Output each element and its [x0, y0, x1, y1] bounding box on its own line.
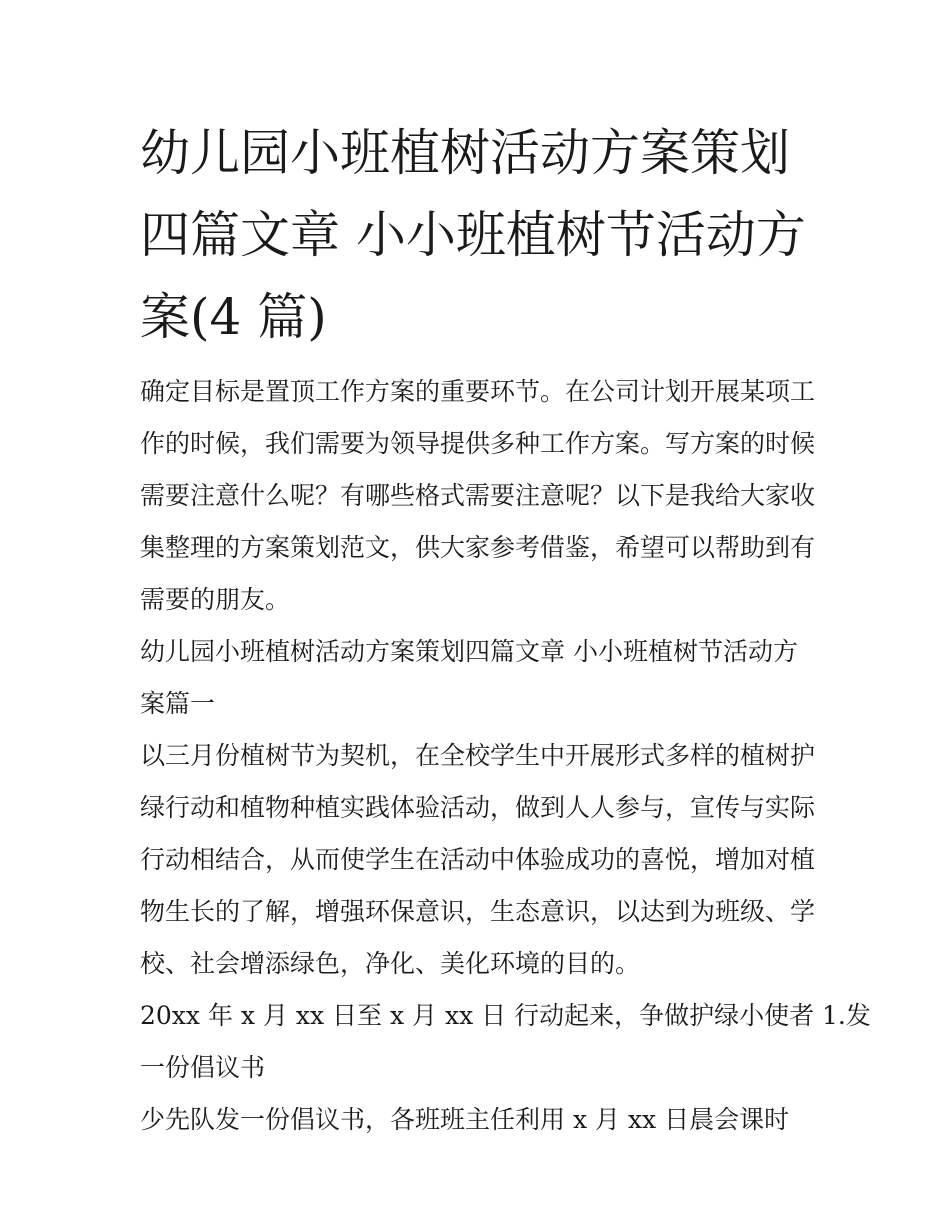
text-line: 少先队发一份倡议书，各班班主任利用 x 月 xx 日晨会课时 — [140, 1105, 790, 1134]
text-line: 需要的朋友。 — [140, 585, 291, 614]
text-line: 行动相结合，从而使学生在活动中体验成功的喜悦，增加对植 — [140, 845, 816, 874]
text-line: 作的时候，我们需要为领导提供多种工作方案。写方案的时候 — [140, 429, 816, 458]
document-title — [140, 112, 820, 358]
title-line: 案(4 篇) — [140, 288, 327, 346]
document-body — [140, 366, 871, 1146]
title-line: 幼儿园小班植树活动方案策划 — [140, 124, 790, 182]
text-line: 集整理的方案策划范文，供大家参考借鉴，希望可以帮助到有 — [140, 533, 816, 562]
text-line: 幼儿园小班植树活动方案策划四篇文章 小小班植树节活动方 — [140, 637, 798, 666]
text-line: 需要注意什么呢？有哪些格式需要注意呢？以下是我给大家收 — [140, 481, 816, 510]
intro-paragraph — [140, 366, 820, 626]
purpose-paragraph — [140, 730, 820, 990]
text-line: 绿行动和植物种植实践体验活动，做到人人参与，宣传与实际 — [140, 793, 816, 822]
text-line: 确定目标是置顶工作方案的重要环节。在公司计划开展某项工 — [140, 377, 816, 406]
section-heading — [140, 626, 820, 730]
title-line: 四篇文章 小小班植树节活动方 — [140, 206, 806, 264]
text-line: 一份倡议书 — [140, 1053, 266, 1082]
text-line: 校、社会增添绿色，净化、美化环境的目的。 — [140, 949, 641, 978]
document-page — [140, 112, 871, 1146]
text-line: 以三月份植树节为契机，在全校学生中开展形式多样的植树护 — [140, 741, 816, 770]
text-line: 物生长的了解，增强环保意识，生态意识，以达到为班级、学 — [140, 897, 816, 926]
schedule-paragraph — [140, 990, 871, 1094]
text-line: 案篇一 — [140, 689, 216, 718]
proposal-paragraph — [140, 1094, 820, 1146]
text-line: 20xx 年 x 月 xx 日至 x 月 xx 日 行动起来，争做护绿小使者 1.发 — [140, 1001, 871, 1030]
